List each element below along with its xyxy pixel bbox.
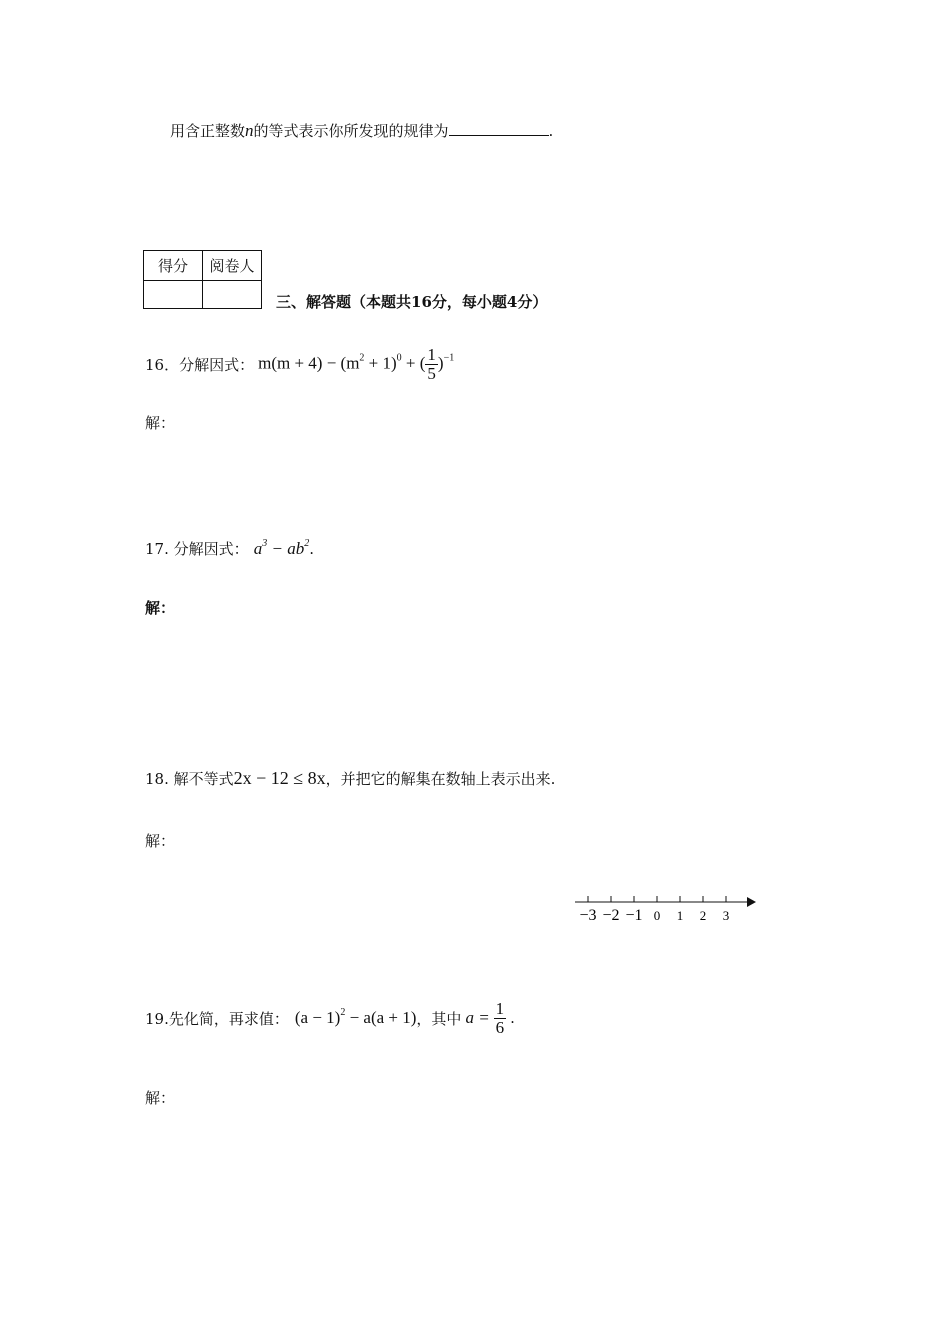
q17-expression: $a^3 - ab^2$ <box>253 538 310 558</box>
q17-answer: 解： <box>145 599 176 617</box>
question-19: 19.先化简，再求值： $(a - 1)^2 - a(a + 1)$ ，其中 a = $\frac{1}{6}$ . <box>145 999 515 1037</box>
grader-header: 阅卷人 <box>203 251 262 281</box>
q16-fraction: $\frac{1}{5}$ <box>427 345 436 383</box>
intro-end: . <box>548 122 554 140</box>
intro-variable: n <box>245 121 254 140</box>
q18-answer: 解： <box>145 832 176 850</box>
section-title: 三、解答题（本题共16分，每小题4分） <box>276 293 548 311</box>
score-box <box>143 250 262 309</box>
number-line-label: −3 <box>579 907 597 924</box>
q17-label: 17. 分解因式： <box>145 540 249 558</box>
q19-var: a = <box>465 1008 490 1028</box>
answer-blank[interactable] <box>449 121 549 136</box>
q16-label: 16．分解因式： <box>145 355 255 374</box>
q18-text: ，并把它的解集在数轴上表示出来. <box>325 770 556 788</box>
number-line-label: −1 <box>625 907 643 924</box>
q18-label: 18. 解不等式 <box>145 770 234 788</box>
number-line-label: −2 <box>602 907 620 924</box>
question-16 <box>145 346 454 383</box>
q16-answer: 解： <box>145 414 176 432</box>
question-18 <box>145 768 555 789</box>
intro-line <box>170 120 553 141</box>
question-17: 17. 分解因式： $a^3 - ab^2$. <box>145 538 314 558</box>
q19-answer: 解： <box>145 1089 176 1107</box>
q19-text: ，其中 <box>416 1009 462 1028</box>
q19-fraction: $\frac{1}{6}$ <box>495 999 505 1037</box>
q19-expression: $(a - 1)^2 - a(a + 1)$ <box>294 1007 417 1028</box>
grader-cell[interactable] <box>203 281 262 309</box>
number-line-label: 3 <box>722 908 730 923</box>
number-line-label: 0 <box>653 908 661 923</box>
number-line <box>570 888 770 938</box>
q18-inequality: 2x − 12 ≤ 8x <box>233 768 326 788</box>
intro-text-after: 的等式表示你所发现的规律为 <box>253 122 449 140</box>
number-line-arrow <box>747 897 756 907</box>
q16-expression: $m(m + 4) - (m^2 + 1)^0$ + ( $\frac{1}{5}$ )$^{-1}$ <box>258 345 455 383</box>
score-cell[interactable] <box>144 281 203 309</box>
q19-label: 19.先化简，再求值： <box>145 1009 289 1028</box>
score-header: 得分 <box>144 251 203 281</box>
number-line-label: 2 <box>699 908 707 923</box>
intro-text: 用含正整数 <box>170 122 246 140</box>
number-line-label: 1 <box>676 908 684 923</box>
